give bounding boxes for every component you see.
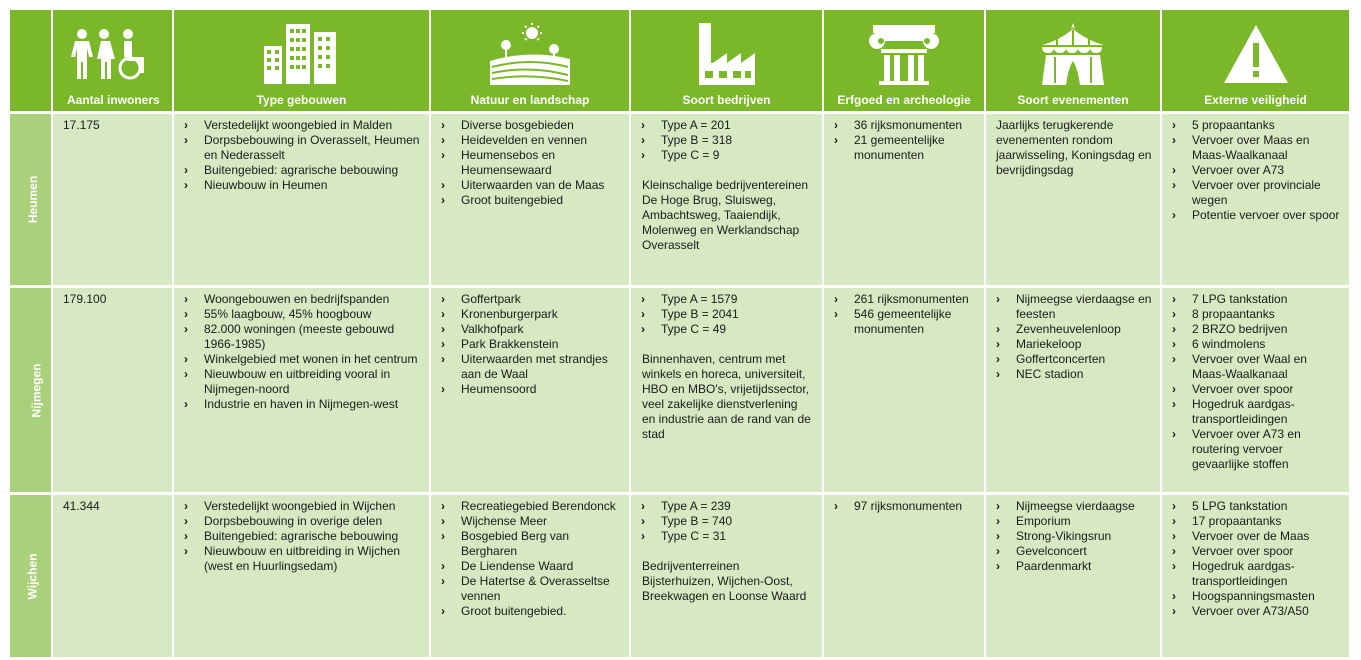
list-item: › Nieuwbouw en uitbreiding vooral in Nijmegen-noord	[184, 367, 421, 397]
buildings-icon	[264, 23, 340, 85]
header-natuur	[431, 10, 631, 114]
cell-natuur	[431, 114, 631, 288]
circus-tent-icon	[1038, 23, 1108, 85]
list-item: › 8 propaantanks	[1172, 307, 1341, 322]
list-item: › Groot buitengebied	[441, 193, 621, 208]
warning-triangle-icon	[1222, 23, 1290, 85]
list-item: › Hogedruk aardgas-transportleidingen	[1172, 559, 1341, 589]
list-item: › Dorpsbebouwing in overige delen	[184, 514, 421, 529]
list-item: › Type A = 1579	[641, 292, 814, 307]
list-item: › 82.000 woningen (meeste gebouwd 1966-1985)	[184, 322, 421, 352]
row-label	[10, 495, 53, 660]
cell-veiligheid	[1162, 288, 1351, 495]
list-item: › Mariekeloop	[996, 337, 1152, 352]
list-item: › De Liendense Waard	[441, 559, 621, 574]
list-item: › Nieuwbouw en uitbreiding in Wijchen (west en Huurlingsedam)	[184, 544, 421, 574]
header-title: Soort bedrijven	[682, 93, 771, 107]
list-item: › Nijmeegse vierdaagse en feesten	[996, 292, 1152, 322]
population-value: 17.175	[63, 118, 100, 132]
header-title: Soort evenementen	[1017, 93, 1129, 107]
list-item: › Dorpsbebouwing in Overasselt, Heumen en Nederasselt	[184, 133, 421, 163]
list-item: › Diverse bosgebieden	[441, 118, 621, 133]
list-item: › Vervoer over spoor	[1172, 544, 1341, 559]
list-item: › Heidevelden en vennen	[441, 133, 621, 148]
municipality-name: Heumen	[26, 175, 41, 224]
cell-gebouwen	[174, 495, 431, 660]
list-item: › 7 LPG tankstation	[1172, 292, 1341, 307]
list-item: › 55% laagbouw, 45% hoogbouw	[184, 307, 421, 322]
list-item: › Emporium	[996, 514, 1152, 529]
list-item: › 2 BRZO bedrijven	[1172, 322, 1341, 337]
list-item: › Hogedruk aardgas-transportleidingen	[1172, 397, 1341, 427]
list-item: › Heumensebos en Heumensewaard	[441, 148, 621, 178]
header-veiligheid	[1162, 10, 1351, 114]
list-item: › Type B = 318	[641, 133, 814, 148]
list-item: › Heumensoord	[441, 382, 621, 397]
header-title: Aantal inwoners	[67, 93, 160, 107]
header-evenementen	[986, 10, 1162, 114]
business-description: Kleinschalige bedrijventereinen De Hoge Brug, Sluisweg, Ambachtsweg, Taaiendijk, Molenweg en Werklandschap Overasselt	[642, 178, 809, 252]
list-item: › Woongebouwen en bedrijfspanden	[184, 292, 421, 307]
list-item: › 546 gemeentelijke monumenten	[834, 307, 976, 337]
list-item: › Zevenheuvelenloop	[996, 322, 1152, 337]
header-title: Externe veiligheid	[1204, 93, 1307, 107]
people-accessibility-icon	[70, 23, 156, 85]
list-item: › 21 gemeentelijke monumenten	[834, 133, 976, 163]
list-item: › Bosgebied Berg van Bergharen	[441, 529, 621, 559]
cell-erfgoed	[824, 114, 986, 288]
list-item: › 6 windmolens	[1172, 337, 1341, 352]
cell-bedrijven	[631, 114, 824, 288]
header-row	[10, 10, 1351, 114]
cell-veiligheid	[1162, 495, 1351, 660]
list-item: › Recreatiegebied Berendonck	[441, 499, 621, 514]
list-item: › Potentie vervoer over spoor	[1172, 208, 1341, 223]
landscape-sun-icon	[490, 23, 570, 85]
list-item: › Goffertpark	[441, 292, 621, 307]
list-item: › 17 propaantanks	[1172, 514, 1341, 529]
cell-inwoners	[53, 288, 174, 495]
list-item: › Paardenmarkt	[996, 559, 1152, 574]
cell-gebouwen	[174, 114, 431, 288]
list-item: › Uiterwaarden van de Maas	[441, 178, 621, 193]
list-item: › Nijmeegse vierdaagse	[996, 499, 1152, 514]
cell-erfgoed	[824, 495, 986, 660]
list-item: › Type C = 31	[641, 529, 814, 544]
list-item: › Wijchense Meer	[441, 514, 621, 529]
population-value: 41.344	[63, 499, 100, 513]
cell-evenementen	[986, 495, 1162, 660]
list-item: › Park Brakkenstein	[441, 337, 621, 352]
cell-inwoners	[53, 495, 174, 660]
corner-cell	[10, 10, 53, 114]
list-item: › Type C = 9	[641, 148, 814, 163]
list-item: › Type A = 201	[641, 118, 814, 133]
list-item: › Buitengebied: agrarische bebouwing	[184, 529, 421, 544]
list-item: › Verstedelijkt woongebied in Malden	[184, 118, 421, 133]
header-erfgoed	[824, 10, 986, 114]
header-gebouwen	[174, 10, 431, 114]
list-item: › Vervoer over A73	[1172, 163, 1341, 178]
row-wijchen	[10, 495, 1351, 660]
cell-inwoners	[53, 114, 174, 288]
cell-gebouwen	[174, 288, 431, 495]
header-bedrijven	[631, 10, 824, 114]
cell-evenementen	[986, 288, 1162, 495]
events-description: Jaarlijks terugkerende evenementen rondom jaarwisseling, Koningsdag en bevrijdingsdag	[996, 118, 1152, 177]
column-capital-icon	[869, 23, 939, 85]
list-item: › 97 rijksmonumenten	[834, 499, 976, 514]
list-item: › Uiterwaarden met strandjes aan de Waal	[441, 352, 621, 382]
municipality-name: Wijchen	[25, 553, 40, 599]
list-item: › Goffertconcerten	[996, 352, 1152, 367]
cell-natuur	[431, 288, 631, 495]
list-item: › NEC stadion	[996, 367, 1152, 382]
list-item: › Industrie en haven in Nijmegen-west	[184, 397, 421, 412]
header-inwoners	[53, 10, 174, 114]
business-description: Bedrijventerreinen Bijsterhuizen, Wijchen-Oost, Breekwagen en Loonse Waard	[642, 559, 807, 603]
list-item: › Hoogspanningsmasten	[1172, 589, 1341, 604]
row-label	[10, 114, 53, 288]
header-title: Natuur en landschap	[470, 93, 590, 107]
cell-evenementen	[986, 114, 1162, 288]
list-item: › 5 propaantanks	[1172, 118, 1341, 133]
list-item: › Vervoer over de Maas	[1172, 529, 1341, 544]
list-item: › Vervoer over Maas en Maas-Waalkanaal	[1172, 133, 1341, 163]
cell-bedrijven	[631, 288, 824, 495]
list-item: › Nieuwbouw in Heumen	[184, 178, 421, 193]
list-item: › Valkhofpark	[441, 322, 621, 337]
list-item: › Buitengebied: agrarische bebouwing	[184, 163, 421, 178]
list-item: › 36 rijksmonumenten	[834, 118, 976, 133]
list-item: › Groot buitengebied.	[441, 604, 621, 619]
header-title: Type gebouwen	[256, 93, 347, 107]
list-item: › Strong-Vikingsrun	[996, 529, 1152, 544]
row-nijmegen	[10, 288, 1351, 495]
list-item: › Vervoer over A73 en routering vervoer gevaarlijke stoffen	[1172, 427, 1341, 472]
factory-icon	[697, 23, 757, 85]
list-item: › Vervoer over spoor	[1172, 382, 1341, 397]
list-item: › Verstedelijkt woongebied in Wijchen	[184, 499, 421, 514]
row-heumen	[10, 114, 1351, 288]
list-item: › 261 rijksmonumenten	[834, 292, 976, 307]
list-item: › Winkelgebied met wonen in het centrum	[184, 352, 421, 367]
list-item: › Vervoer over provinciale wegen	[1172, 178, 1341, 208]
list-item: › De Hatertse & Overasseltse vennen	[441, 574, 621, 604]
list-item: › Vervoer over Waal en Maas-Waalkanaal	[1172, 352, 1341, 382]
municipality-table	[10, 10, 1351, 660]
row-label	[10, 288, 53, 495]
list-item: › Gevelconcert	[996, 544, 1152, 559]
header-title: Erfgoed en archeologie	[837, 93, 971, 107]
list-item: › Vervoer over A73/A50	[1172, 604, 1341, 619]
cell-natuur	[431, 495, 631, 660]
municipality-name: Nijmegen	[29, 362, 44, 418]
population-value: 179.100	[63, 292, 107, 306]
cell-bedrijven	[631, 495, 824, 660]
list-item: › Type A = 239	[641, 499, 814, 514]
list-item: › Type B = 740	[641, 514, 814, 529]
list-item: › 5 LPG tankstation	[1172, 499, 1341, 514]
cell-veiligheid	[1162, 114, 1351, 288]
list-item: › Type C = 49	[641, 322, 814, 337]
list-item: › Kronenburgerpark	[441, 307, 621, 322]
cell-erfgoed	[824, 288, 986, 495]
business-description: Binnenhaven, centrum met winkels en horeca, universiteit, HBO en MBO's, vrijetijdssector, veel zakelijke dienstverlening en industrie aan de rand van de stad	[642, 352, 811, 441]
list-item: › Type B = 2041	[641, 307, 814, 322]
